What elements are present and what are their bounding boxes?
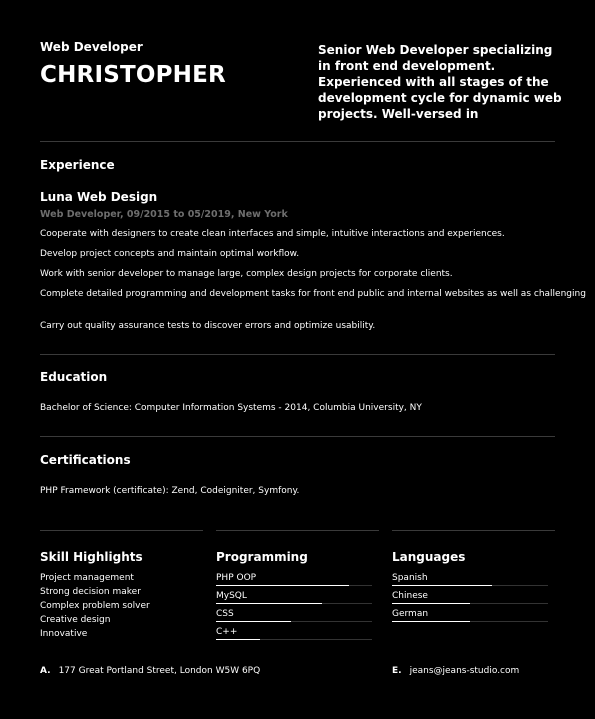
experience-heading: Experience [40,158,115,172]
programming-skill-level [216,621,291,622]
address-text: 177 Great Portland Street, London W5W 6PQ [58,666,261,676]
email-label: E. [392,666,402,676]
skill-item: Complex problem solver [40,601,150,611]
experience-bullet: Work with senior developer to manage large, complex design projects for corporate clients. [40,269,453,279]
experience-bullet: Develop project concepts and maintain optimal workflow. [40,249,300,259]
language-label: Chinese [392,591,428,601]
language-level [392,585,492,586]
programming-skill-label: MySQL [216,591,247,601]
column-divider [392,530,555,531]
languages-heading: Languages [392,550,466,564]
education-line: Bachelor of Science: Computer Information Systems - 2014, Columbia University, NY [40,403,422,413]
programming-skill-label: PHP OOP [216,573,257,583]
education-heading: Education [40,370,108,384]
email-link[interactable]: jeans@jeans-studio.com [409,666,520,676]
candidate-name: CHRISTOPHER [40,62,226,88]
column-divider [216,530,379,531]
programming-heading: Programming [216,550,308,564]
experience-bullet: Carry out quality assurance tests to discover errors and optimize usability. [40,321,376,331]
divider [40,436,555,437]
email-line [392,666,519,676]
divider [40,141,555,142]
language-label: German [392,609,429,619]
job-subtitle: Web Developer, 09/2015 to 05/2019, New York [40,209,288,220]
column-divider [40,530,203,531]
address-line [40,666,260,676]
certification-line: PHP Framework (certificate): Zend, Codeigniter, Symfony. [40,486,300,496]
programming-skill-level [216,585,349,586]
skill-item: Innovative [40,629,88,639]
profile-summary: Senior Web Developer specializing in front end development. Experienced with all stages of the development cycle for dynamic web projects. Well-versed in [318,43,562,121]
company-name: Luna Web Design [40,190,158,204]
job-role: Web Developer [40,40,143,54]
programming-skill-level [216,639,260,640]
skill-item: Strong decision maker [40,587,141,597]
programming-skill-level [216,603,322,604]
skill-item: Project management [40,573,134,583]
certifications-heading: Certifications [40,453,131,467]
skills-heading: Skill Highlights [40,550,143,564]
language-level [392,603,470,604]
language-label: Spanish [392,573,428,583]
experience-bullet: Cooperate with designers to create clean interfaces and simple, intuitive interactions and experiences. [40,229,505,239]
experience-bullet: Complete detailed programming and development tasks for front end public and internal websites as well as challenging [40,289,586,299]
address-label: A. [40,666,51,676]
language-level [392,621,470,622]
skill-item: Creative design [40,615,111,625]
programming-skill-label: C++ [216,627,238,637]
divider [40,354,555,355]
programming-skill-label: CSS [216,609,234,619]
